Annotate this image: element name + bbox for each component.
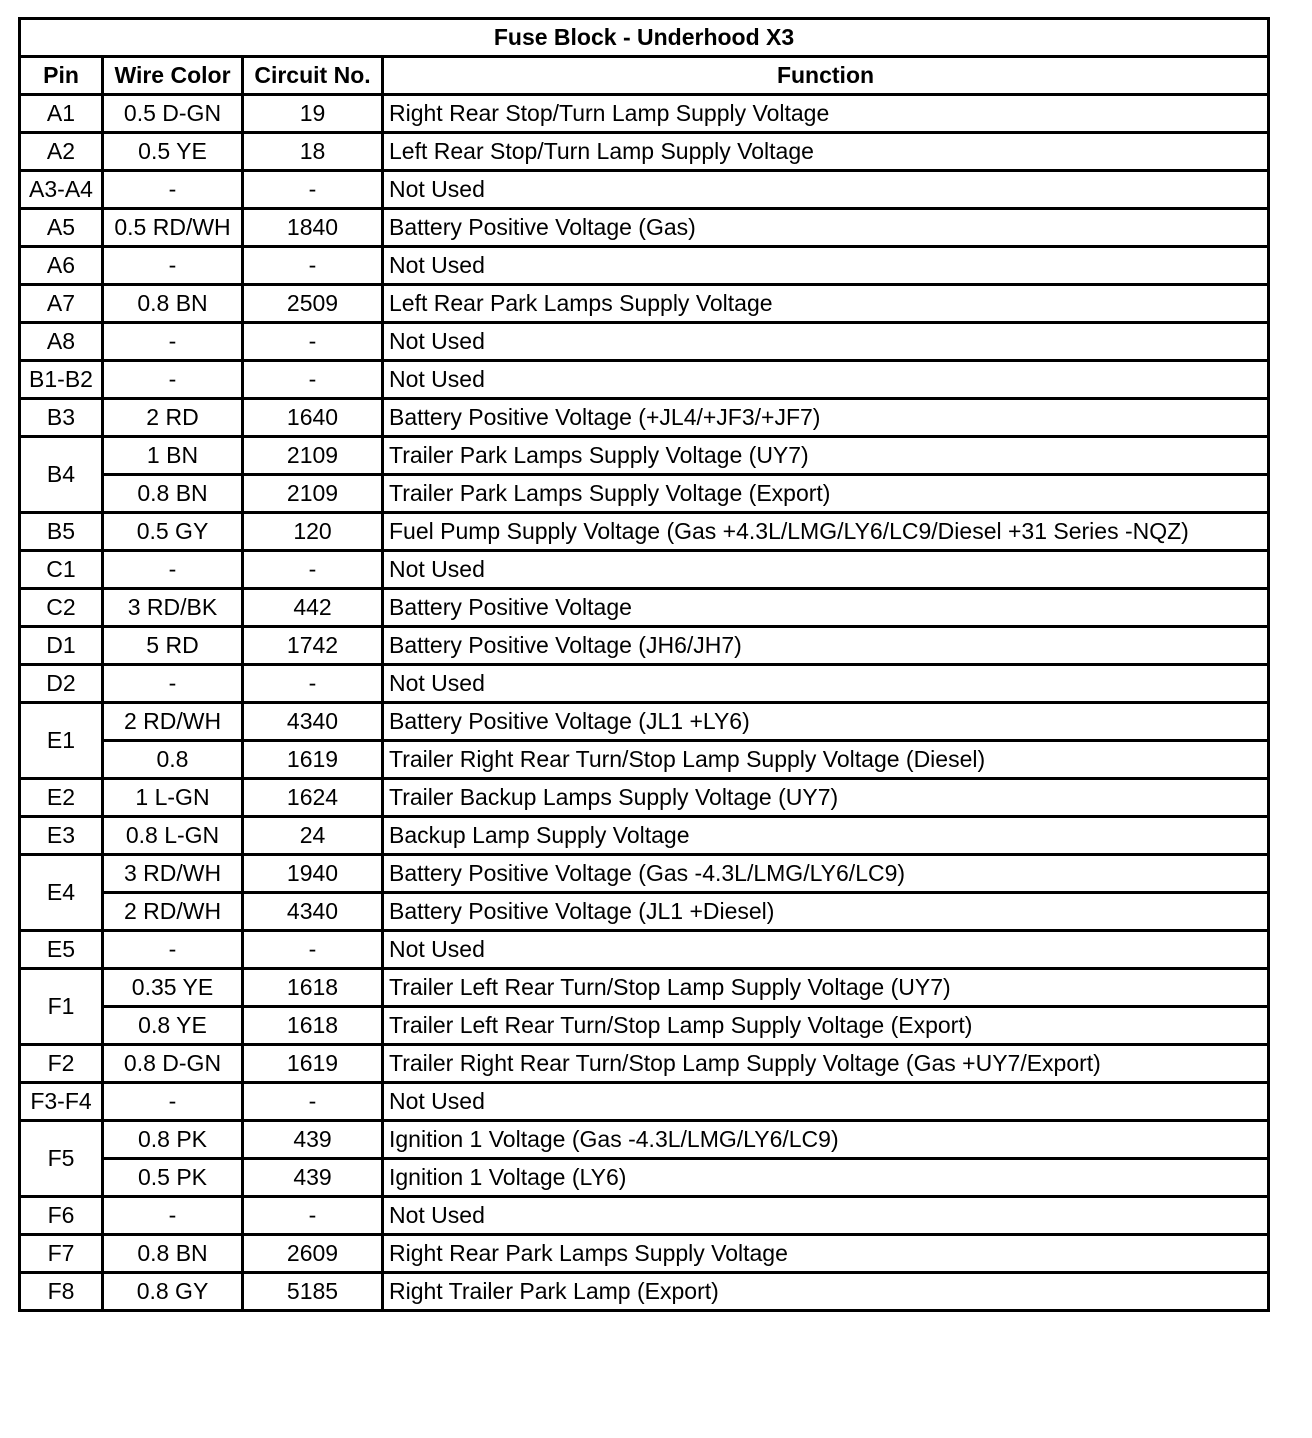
table-row [20, 703, 1269, 741]
table-row [20, 209, 1269, 247]
circuit-cell: 1618 [243, 1007, 383, 1045]
fuse-block-table [18, 17, 1270, 1312]
circuit-cell: 442 [243, 589, 383, 627]
circuit-cell: - [243, 931, 383, 969]
wire-color-cell: 0.8 BN [103, 1235, 243, 1273]
circuit-cell: 19 [243, 95, 383, 133]
table-row [20, 437, 1269, 475]
circuit-cell: - [243, 171, 383, 209]
function-cell: Right Trailer Park Lamp (Export) [383, 1273, 1269, 1311]
wire-color-cell: - [103, 1083, 243, 1121]
table-row [20, 779, 1269, 817]
function-cell: Battery Positive Voltage (Gas -4.3L/LMG/LY6/LC9) [383, 855, 1269, 893]
table-row [20, 551, 1269, 589]
wire-color-cell: - [103, 1197, 243, 1235]
wire-color-cell: 0.8 GY [103, 1273, 243, 1311]
table-title: Fuse Block - Underhood X3 [20, 19, 1269, 57]
pin-cell: F2 [20, 1045, 103, 1083]
circuit-cell: 1742 [243, 627, 383, 665]
function-cell: Fuel Pump Supply Voltage (Gas +4.3L/LMG/LY6/LC9/Diesel +31 Series -NQZ) [383, 513, 1269, 551]
circuit-cell: 4340 [243, 893, 383, 931]
circuit-cell: 120 [243, 513, 383, 551]
table-row [20, 1273, 1269, 1311]
function-cell: Battery Positive Voltage (+JL4/+JF3/+JF7) [383, 399, 1269, 437]
wire-color-cell: 0.8 BN [103, 475, 243, 513]
circuit-cell: - [243, 665, 383, 703]
function-cell: Not Used [383, 247, 1269, 285]
function-cell: Not Used [383, 361, 1269, 399]
table-row [20, 893, 1269, 931]
table-row [20, 1235, 1269, 1273]
circuit-cell: 2509 [243, 285, 383, 323]
pin-cell: E1 [20, 703, 103, 779]
wire-color-cell: 1 BN [103, 437, 243, 475]
function-cell: Trailer Right Rear Turn/Stop Lamp Supply Voltage (Diesel) [383, 741, 1269, 779]
wire-color-cell: 0.5 GY [103, 513, 243, 551]
function-cell: Battery Positive Voltage (JH6/JH7) [383, 627, 1269, 665]
table-row [20, 931, 1269, 969]
table-row [20, 361, 1269, 399]
function-cell: Ignition 1 Voltage (Gas -4.3L/LMG/LY6/LC9) [383, 1121, 1269, 1159]
function-cell: Trailer Park Lamps Supply Voltage (UY7) [383, 437, 1269, 475]
table-row [20, 969, 1269, 1007]
circuit-cell: - [243, 551, 383, 589]
wire-color-cell: 0.5 RD/WH [103, 209, 243, 247]
function-cell: Battery Positive Voltage (JL1 +LY6) [383, 703, 1269, 741]
wire-color-cell: 3 RD/BK [103, 589, 243, 627]
function-cell: Left Rear Park Lamps Supply Voltage [383, 285, 1269, 323]
wire-color-cell: 0.5 YE [103, 133, 243, 171]
pin-cell: F6 [20, 1197, 103, 1235]
pin-cell: A3-A4 [20, 171, 103, 209]
table-row [20, 285, 1269, 323]
header-wire-color: Wire Color [103, 57, 243, 95]
circuit-cell: 439 [243, 1121, 383, 1159]
function-cell: Left Rear Stop/Turn Lamp Supply Voltage [383, 133, 1269, 171]
pin-cell: E2 [20, 779, 103, 817]
circuit-cell: - [243, 361, 383, 399]
function-cell: Trailer Park Lamps Supply Voltage (Export) [383, 475, 1269, 513]
table-row [20, 1121, 1269, 1159]
pin-cell: E4 [20, 855, 103, 931]
function-cell: Battery Positive Voltage [383, 589, 1269, 627]
wire-color-cell: 5 RD [103, 627, 243, 665]
circuit-cell: 1940 [243, 855, 383, 893]
wire-color-cell: 0.8 D-GN [103, 1045, 243, 1083]
table-row [20, 247, 1269, 285]
function-cell: Not Used [383, 323, 1269, 361]
pin-cell: F8 [20, 1273, 103, 1311]
wire-color-cell: 0.8 [103, 741, 243, 779]
wire-color-cell: 0.8 PK [103, 1121, 243, 1159]
function-cell: Ignition 1 Voltage (LY6) [383, 1159, 1269, 1197]
pin-cell: F1 [20, 969, 103, 1045]
function-cell: Not Used [383, 1197, 1269, 1235]
function-cell: Trailer Left Rear Turn/Stop Lamp Supply Voltage (Export) [383, 1007, 1269, 1045]
function-cell: Right Rear Park Lamps Supply Voltage [383, 1235, 1269, 1273]
table-row [20, 627, 1269, 665]
table-row [20, 741, 1269, 779]
table-row [20, 855, 1269, 893]
circuit-cell: 1640 [243, 399, 383, 437]
function-cell: Not Used [383, 551, 1269, 589]
circuit-cell: 1618 [243, 969, 383, 1007]
pin-cell: B1-B2 [20, 361, 103, 399]
wire-color-cell: - [103, 361, 243, 399]
circuit-cell: - [243, 247, 383, 285]
function-cell: Not Used [383, 931, 1269, 969]
function-cell: Backup Lamp Supply Voltage [383, 817, 1269, 855]
function-cell: Trailer Right Rear Turn/Stop Lamp Supply Voltage (Gas +UY7/Export) [383, 1045, 1269, 1083]
table-row [20, 589, 1269, 627]
header-function: Function [383, 57, 1269, 95]
circuit-cell: - [243, 323, 383, 361]
circuit-cell: 2109 [243, 475, 383, 513]
table-row [20, 665, 1269, 703]
circuit-cell: 1619 [243, 1045, 383, 1083]
pin-cell: A8 [20, 323, 103, 361]
circuit-cell: - [243, 1083, 383, 1121]
table-row [20, 323, 1269, 361]
wire-color-cell: - [103, 665, 243, 703]
header-pin: Pin [20, 57, 103, 95]
circuit-cell: 18 [243, 133, 383, 171]
table-row [20, 1197, 1269, 1235]
pin-cell: F3-F4 [20, 1083, 103, 1121]
circuit-cell: - [243, 1197, 383, 1235]
pin-cell: C1 [20, 551, 103, 589]
table-row [20, 1159, 1269, 1197]
function-cell: Trailer Backup Lamps Supply Voltage (UY7) [383, 779, 1269, 817]
pin-cell: D1 [20, 627, 103, 665]
table-row [20, 1007, 1269, 1045]
function-cell: Battery Positive Voltage (Gas) [383, 209, 1269, 247]
title-row [20, 19, 1269, 57]
wire-color-cell: 0.8 L-GN [103, 817, 243, 855]
wire-color-cell: 0.5 D-GN [103, 95, 243, 133]
pin-cell: B4 [20, 437, 103, 513]
fuse-table-container [18, 17, 1270, 1312]
table-row [20, 399, 1269, 437]
wire-color-cell: - [103, 931, 243, 969]
wire-color-cell: - [103, 551, 243, 589]
wire-color-cell: - [103, 323, 243, 361]
circuit-cell: 1624 [243, 779, 383, 817]
wire-color-cell: 1 L-GN [103, 779, 243, 817]
circuit-cell: 5185 [243, 1273, 383, 1311]
function-cell: Not Used [383, 1083, 1269, 1121]
table-body [20, 95, 1269, 1311]
pin-cell: A5 [20, 209, 103, 247]
table-row [20, 475, 1269, 513]
wire-color-cell: 3 RD/WH [103, 855, 243, 893]
pin-cell: B3 [20, 399, 103, 437]
wire-color-cell: 0.8 BN [103, 285, 243, 323]
wire-color-cell: 0.5 PK [103, 1159, 243, 1197]
circuit-cell: 439 [243, 1159, 383, 1197]
wire-color-cell: - [103, 247, 243, 285]
circuit-cell: 1619 [243, 741, 383, 779]
pin-cell: A7 [20, 285, 103, 323]
pin-cell: A2 [20, 133, 103, 171]
function-cell: Not Used [383, 171, 1269, 209]
table-row [20, 1045, 1269, 1083]
pin-cell: E3 [20, 817, 103, 855]
table-row [20, 1083, 1269, 1121]
circuit-cell: 2609 [243, 1235, 383, 1273]
wire-color-cell: 0.35 YE [103, 969, 243, 1007]
pin-cell: F7 [20, 1235, 103, 1273]
circuit-cell: 24 [243, 817, 383, 855]
pin-cell: A1 [20, 95, 103, 133]
circuit-cell: 1840 [243, 209, 383, 247]
wire-color-cell: - [103, 171, 243, 209]
function-cell: Not Used [383, 665, 1269, 703]
table-row [20, 817, 1269, 855]
function-cell: Battery Positive Voltage (JL1 +Diesel) [383, 893, 1269, 931]
wire-color-cell: 2 RD/WH [103, 703, 243, 741]
table-row [20, 95, 1269, 133]
pin-cell: F5 [20, 1121, 103, 1197]
header-row [20, 57, 1269, 95]
wire-color-cell: 2 RD/WH [103, 893, 243, 931]
wire-color-cell: 2 RD [103, 399, 243, 437]
pin-cell: A6 [20, 247, 103, 285]
header-circuit: Circuit No. [243, 57, 383, 95]
wire-color-cell: 0.8 YE [103, 1007, 243, 1045]
pin-cell: E5 [20, 931, 103, 969]
table-row [20, 513, 1269, 551]
function-cell: Right Rear Stop/Turn Lamp Supply Voltage [383, 95, 1269, 133]
table-row [20, 133, 1269, 171]
function-cell: Trailer Left Rear Turn/Stop Lamp Supply Voltage (UY7) [383, 969, 1269, 1007]
table-row [20, 171, 1269, 209]
pin-cell: D2 [20, 665, 103, 703]
pin-cell: B5 [20, 513, 103, 551]
circuit-cell: 4340 [243, 703, 383, 741]
circuit-cell: 2109 [243, 437, 383, 475]
pin-cell: C2 [20, 589, 103, 627]
